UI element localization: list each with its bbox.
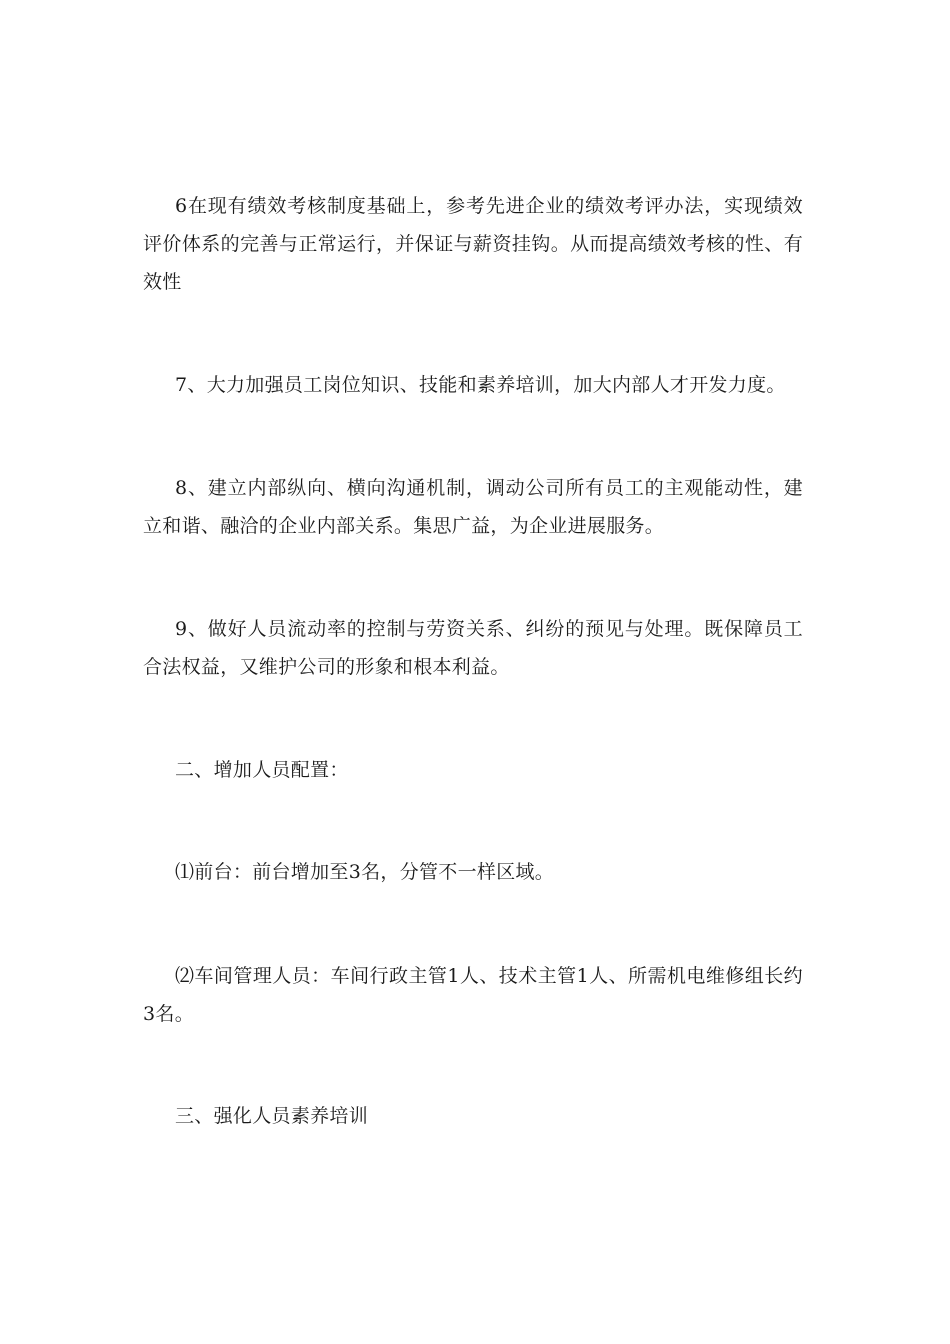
list-item-front-desk: ⑴前台：前台增加至3名，分管不一样区域。 [175, 861, 555, 883]
section-heading-staffing: 二、增加人员配置： [175, 759, 349, 781]
paragraph-performance-appraisal: 6在现有绩效考核制度基础上，参考先进企业的绩效考评办法，实现绩效评价体系的完善与正常运行，并保证与薪资挂钩。从而提高绩效考核的性、有效性 [143, 195, 803, 293]
section-heading-training: 三、强化人员素养培训 [175, 1105, 369, 1127]
list-item-workshop-management: ⑵车间管理人员：车间行政主管1人、技术主管1人、所需机电维修组长约3名。 [143, 965, 803, 1025]
paragraph-communication-mechanism: 8、建立内部纵向、横向沟通机制，调动公司所有员工的主观能动性，建立和谐、融洽的企业内部关系。集思广益，为企业进展服务。 [143, 477, 803, 537]
paragraph-staff-training: 7、大力加强员工岗位知识、技能和素养培训，加大内部人才开发力度。 [175, 374, 786, 396]
paragraph-turnover-control: 9、做好人员流动率的控制与劳资关系、纠纷的预见与处理。既保障员工合法权益，又维护公司的形象和根本利益。 [143, 618, 803, 678]
